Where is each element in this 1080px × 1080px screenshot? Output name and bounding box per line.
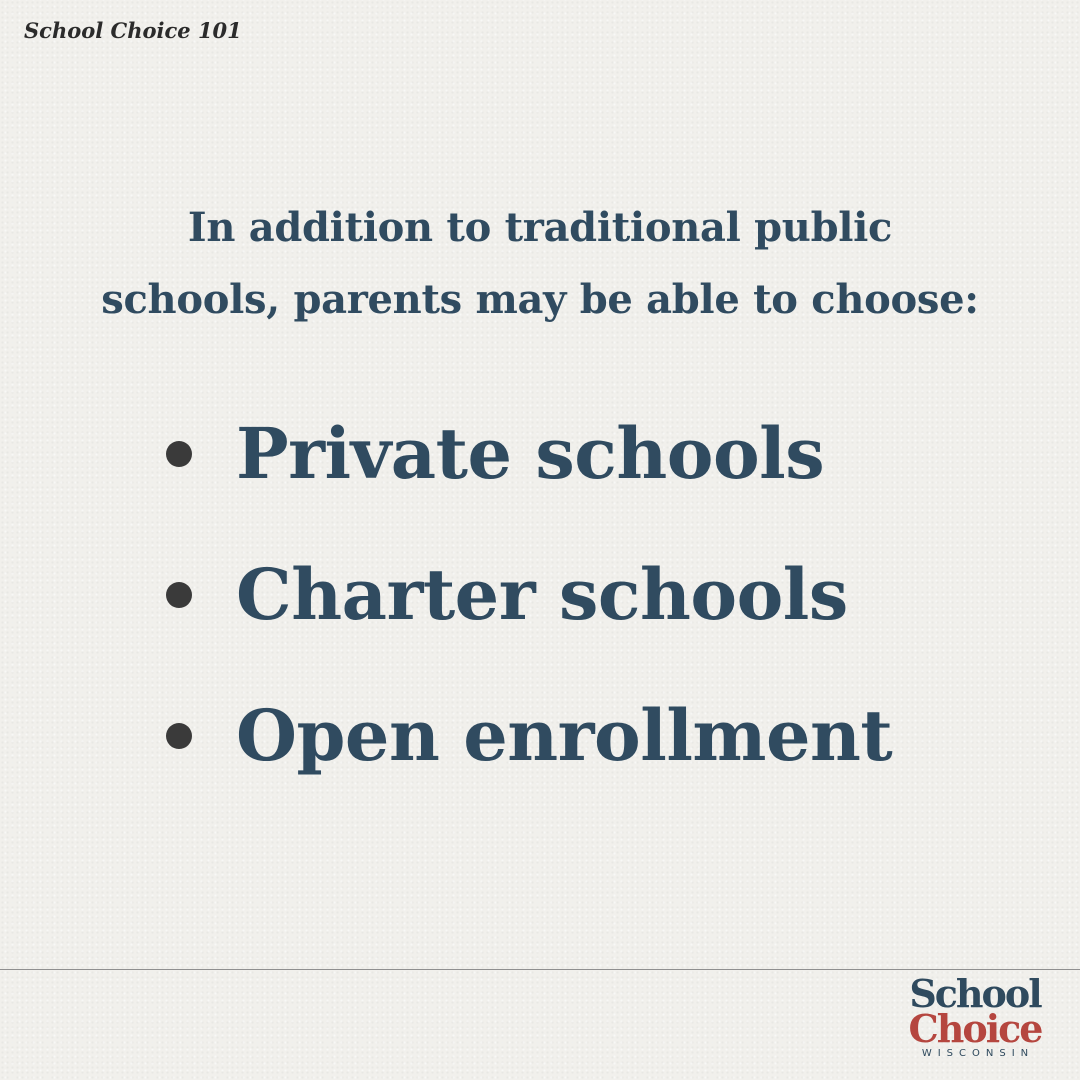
list-item	[166, 383, 892, 524]
option-label: Charter schools	[236, 553, 848, 636]
bullet-icon	[166, 582, 192, 608]
bullet-icon	[166, 441, 192, 467]
logo-word-choice: Choice	[908, 1006, 1042, 1051]
school-options-list	[166, 383, 892, 806]
bullet-icon	[166, 723, 192, 749]
logo-word-wisconsin: WISCONSIN	[921, 1048, 1035, 1059]
footer-divider	[0, 969, 1080, 970]
intro-line-1: In addition to traditional public	[187, 204, 893, 251]
intro-heading	[40, 192, 1040, 336]
list-item	[166, 665, 892, 806]
school-choice-wisconsin-logo	[900, 971, 1050, 1059]
series-label: School Choice 101	[24, 18, 242, 43]
logo-word-school: School	[909, 971, 1041, 1016]
option-label: Private schools	[236, 412, 825, 495]
list-item	[166, 524, 892, 665]
option-label: Open enrollment	[236, 694, 893, 777]
intro-line-2: schools, parents may be able to choose:	[101, 276, 979, 323]
